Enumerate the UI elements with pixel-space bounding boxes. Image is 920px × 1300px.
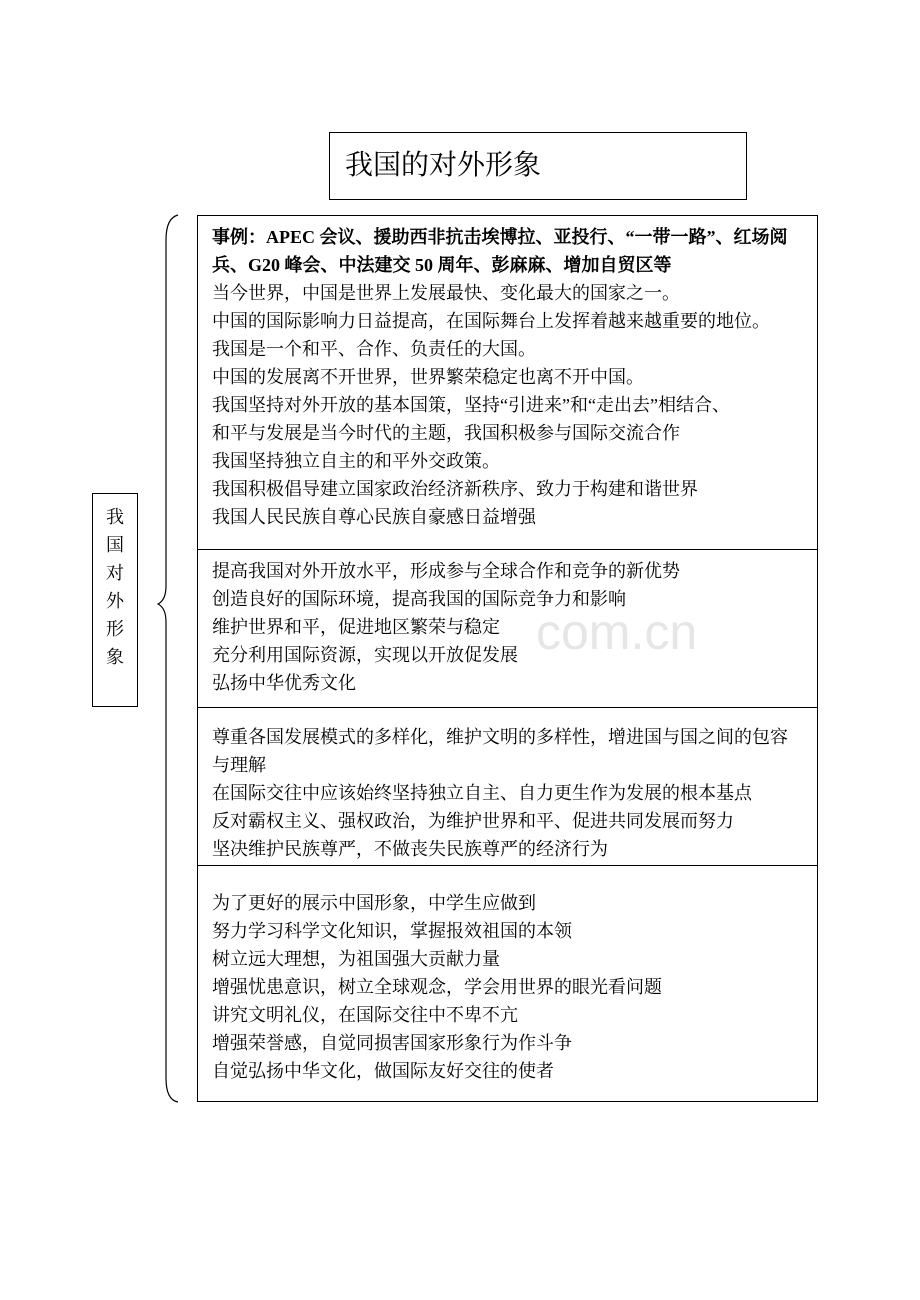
text-line: 创造良好的国际环境，提高我国的国际竞争力和影响	[212, 589, 626, 609]
side-label-box	[92, 493, 138, 707]
text-line: 弘扬中华优秀文化	[212, 673, 356, 693]
text-line: 提高我国对外开放水平，形成参与全球合作和竞争的新优势	[212, 561, 680, 581]
brace-path	[158, 215, 178, 1102]
text-line: 尊重各国发展模式的多样化，维护文明的多样性，增进国与国之间的包容	[212, 727, 788, 747]
section-principles	[198, 708, 817, 866]
content-box	[197, 215, 818, 1102]
text-line: 维护世界和平，促进地区繁荣与稳定	[212, 617, 500, 637]
text-line: 和平与发展是当今时代的主题，我国积极参与国际交流合作	[212, 423, 680, 443]
text-line: 我国积极倡导建立国家政治经济新秩序、致力于构建和谐世界	[212, 479, 698, 499]
section-significance	[198, 550, 817, 708]
text-line: 中国的国际影响力日益提高，在国际舞台上发挥着越来越重要的地位。	[212, 311, 770, 331]
text-line: 与理解	[212, 755, 266, 775]
text-line: 我国是一个和平、合作、负责任的大国。	[212, 339, 536, 359]
section-student-actions	[198, 866, 817, 1101]
side-label: 我国对外形象	[106, 507, 124, 667]
text-line: 树立远大理想，为祖国强大贡献力量	[212, 949, 500, 969]
text-line: 当今世界，中国是世界上发展最快、变化最大的国家之一。	[212, 283, 680, 303]
text-line: 增强忧患意识，树立全球观念，学会用世界的眼光看问题	[212, 977, 662, 997]
text-line: 中国的发展离不开世界，世界繁荣稳定也离不开中国。	[212, 367, 644, 387]
text-line: 事例：APEC 会议、援助西非抗击埃博拉、亚投行、“一带一路”、红场阅	[212, 227, 788, 247]
text-line: 充分利用国际资源，实现以开放促发展	[212, 645, 518, 665]
text-line: 坚决维护民族尊严，不做丧失民族尊严的经济行为	[212, 839, 608, 859]
text-line: 在国际交往中应该始终坚持独立自主、自力更生作为发展的根本基点	[212, 783, 752, 803]
page-title: 我国的对外形象	[345, 150, 542, 181]
text-line: 讲究文明礼仪，在国际交往中不卑不亢	[212, 1005, 518, 1025]
text-line: 增强荣誉感，自觉同损害国家形象行为作斗争	[212, 1033, 572, 1053]
text-line: 反对霸权主义、强权政治，为维护世界和平、促进共同发展而努力	[212, 811, 734, 831]
text-line: 我国人民民族自尊心民族自豪感日益增强	[212, 507, 536, 527]
section-examples	[198, 216, 817, 550]
text-line: 我国坚持独立自主的和平外交政策。	[212, 451, 500, 471]
text-line: 兵、G20 峰会、中法建交 50 周年、彭麻麻、增加自贸区等	[212, 255, 672, 275]
text-line: 自觉弘扬中华文化，做国际友好交往的使者	[212, 1061, 554, 1081]
text-line: 为了更好的展示中国形象，中学生应做到	[212, 893, 536, 913]
title-box	[329, 132, 747, 200]
text-line: 我国坚持对外开放的基本国策，坚持“引进来”和“走出去”相结合、	[212, 395, 730, 415]
watermark: com.cn	[536, 604, 698, 660]
text-line: 努力学习科学文化知识，掌握报效祖国的本领	[212, 921, 572, 941]
